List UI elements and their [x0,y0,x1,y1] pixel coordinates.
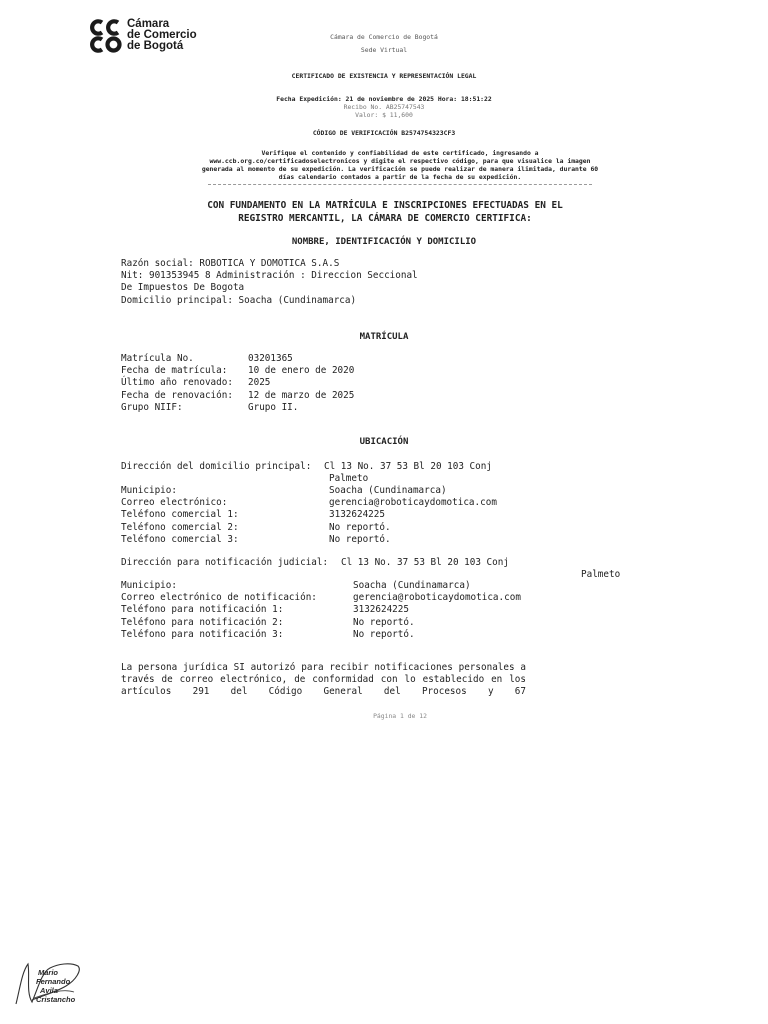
principal-address-value: Cl 13 No. 37 53 Bl 20 103 Conj [324,461,492,472]
certificate-title: CERTIFICADO DE EXISTENCIA Y REPRESENTACIÓN LEGAL [291,72,477,80]
certificate-value: Valor: $ 11,600 [355,111,413,119]
matricula-label: Fecha de matrícula: [121,365,228,377]
judicial-contact-labels [121,580,317,641]
identification-block [121,258,418,307]
judicial-address-continuation: Palmeto [581,569,621,580]
handwritten-signature [12,958,84,1008]
issue-date: Fecha Expedición: 21 de noviembre de 2025 Hora: 18:51:22 [276,95,492,103]
logo-line: de Comercio [127,29,197,41]
receipt-number: Recibo No. AB25747543 [343,103,425,111]
judicial-address-value: Cl 13 No. 37 53 Bl 20 103 Conj [341,557,509,568]
contact-label: Municipio: [121,485,177,496]
contact-label: Teléfono para notificación 2: [121,616,284,628]
contact-value: Soacha (Cundinamarca) [353,580,471,591]
signature-line: Avila [40,986,58,995]
signature-line: Fernando [36,977,71,986]
main-title: CON FUNDAMENTO EN LA MATRÍCULA E INSCRIPCIONES EFECTUADAS EN EL REGISTRO MERCANTIL, LA CÁMARA DE COMERCIO CERTIFICA: [207,200,563,224]
contact-label: Teléfono comercial 3: [121,533,239,545]
contact-value: No reportó. [353,628,415,640]
notification-paragraph: La persona jurídica SI autorizó para recibir notificaciones personales a través de correo electrónico, de conformidad con lo establecido en los artículos 291 del Código General del Procesos y 67 [121,662,526,698]
signature-line: Mario [38,968,59,977]
contact-label: Correo electrónico: [121,497,228,509]
matricula-value: 12 de marzo de 2025 [248,389,355,401]
matricula-block [121,353,233,414]
contact-label: Teléfono para notificación 1: [121,604,284,616]
matricula-value: Grupo II. [248,401,299,413]
principal-address-continuation: Palmeto [329,473,369,484]
header-office: Sede Virtual [360,46,408,54]
contact-value: 3132624225 [353,604,409,616]
contact-value: Soacha (Cundinamarca) [329,485,447,496]
contact-value: No reportó. [353,616,415,628]
contact-value: No reportó. [329,521,391,533]
section-heading-identification: NOMBRE, IDENTIFICACIÓN Y DOMICILIO [291,237,477,247]
contact-label: Municipio: [121,580,177,591]
section-heading-ubicacion: UBICACIÓN [359,437,409,447]
matricula-label: Fecha de renovación: [121,389,233,401]
matricula-label: Último año renovado: [121,377,233,389]
identification-line: De Impuestos De Bogota [121,282,245,294]
contact-label: Teléfono para notificación 3: [121,628,284,640]
principal-contact-values [329,485,497,546]
contact-label: Teléfono comercial 1: [121,509,239,521]
contact-value: No reportó. [329,533,391,545]
matricula-value: 2025 [248,377,271,389]
contact-value: 3132624225 [329,509,385,521]
identification-line: Domicilio principal: Soacha (Cundinamarca) [121,294,357,306]
matricula-value: 10 de enero de 2020 [248,365,355,377]
header-org: Cámara de Comercio de Bogotá [330,33,438,41]
section-heading-matricula: MATRÍCULA [359,332,409,342]
matricula-label: Grupo NIIF: [121,401,183,413]
contact-value: gerencia@roboticaydomotica.com [353,592,521,604]
identification-line: Nit: 901353945 8 Administración : Direccion Seccional [121,270,418,282]
verification-code: CÓDIGO DE VERIFICACIÓN B2574754323CF3 [312,129,456,137]
signature-line: Cristancho [36,995,76,1004]
principal-contact-labels [121,485,239,546]
page-number: Página 1 de 12 [373,712,427,720]
matricula-value: 03201365 [248,353,293,364]
contact-label: Correo electrónico de notificación: [121,592,317,604]
verification-instructions: Verifique el contenido y confiabilidad de este certificado, ingresando a www.ccb.org.co/certificadoselectronicos y digite el respectivo código, para que visualice la imagen generada al momento de su expedición. La verificación se puede realizar de manera ilimitada, durante 60 días calendario contados a partir de la fecha de su expedición. [201,149,599,181]
logo-line: de Bogotá [127,40,184,52]
identification-line: Razón social: ROBOTICA Y DOMOTICA S.A.S [121,258,340,269]
matricula-label: Matrícula No. [121,353,194,364]
contact-value: gerencia@roboticaydomotica.com [329,497,497,509]
divider [208,184,592,185]
logo-line: Cámara [127,18,170,30]
judicial-contact-values [353,580,521,641]
judicial-address-label: Dirección para notificación judicial: [121,557,329,568]
matricula-values [248,353,354,414]
contact-label: Teléfono comercial 2: [121,521,239,533]
principal-address-label: Dirección del domicilio principal: [121,461,312,472]
